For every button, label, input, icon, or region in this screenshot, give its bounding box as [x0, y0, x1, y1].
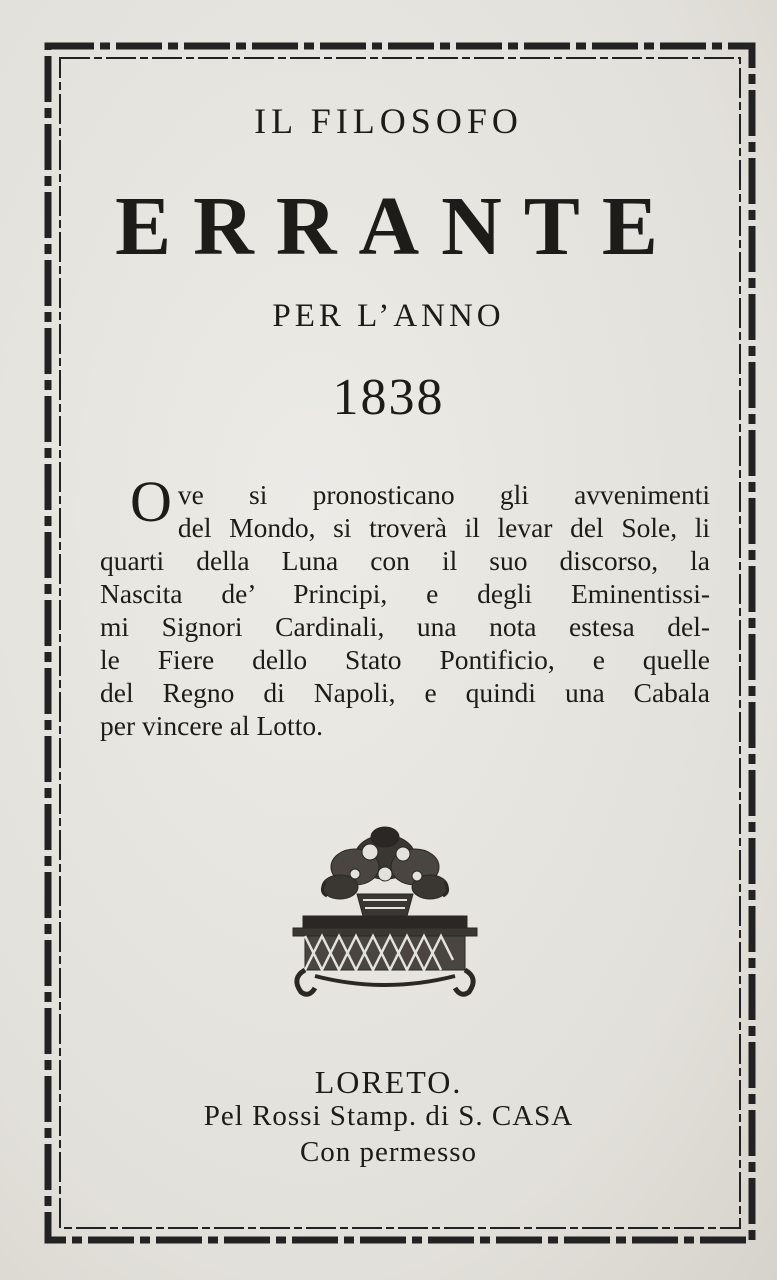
- body-line: del Mondo, si troverà il levar del Sole, li: [177, 512, 710, 543]
- body-line: mi Signori Cardinali, una nota estesa del-: [100, 611, 710, 642]
- imprint-city: LORETO.: [314, 1064, 463, 1100]
- flower-basket-icon: [285, 812, 485, 1002]
- body-line: Nascita de’ Principi, e degli Eminentissi-: [100, 578, 710, 609]
- body-line: le Fiere dello Stato Pontificio, e quelle: [100, 644, 710, 675]
- title-small: IL FILOSOFO: [254, 101, 523, 141]
- year: 1838: [332, 369, 445, 426]
- imprint-printer: Pel Rossi Stamp. di S. CASA: [203, 1100, 574, 1132]
- body-line: per vincere al Lotto.: [100, 710, 323, 741]
- body-line: quarti della Luna con il suo discorso, la: [100, 545, 710, 576]
- drop-cap: O: [130, 469, 172, 534]
- body-line: ve si pronosticano gli avvenimenti: [177, 479, 710, 510]
- subtitle: PER L’ANNO: [272, 298, 505, 334]
- body-line: del Regno di Napoli, e quindi una Cabala: [100, 677, 710, 708]
- title-big: ERRANTE: [115, 180, 680, 273]
- imprint-permit: Con permesso: [299, 1136, 478, 1168]
- body-text: [100, 469, 710, 742]
